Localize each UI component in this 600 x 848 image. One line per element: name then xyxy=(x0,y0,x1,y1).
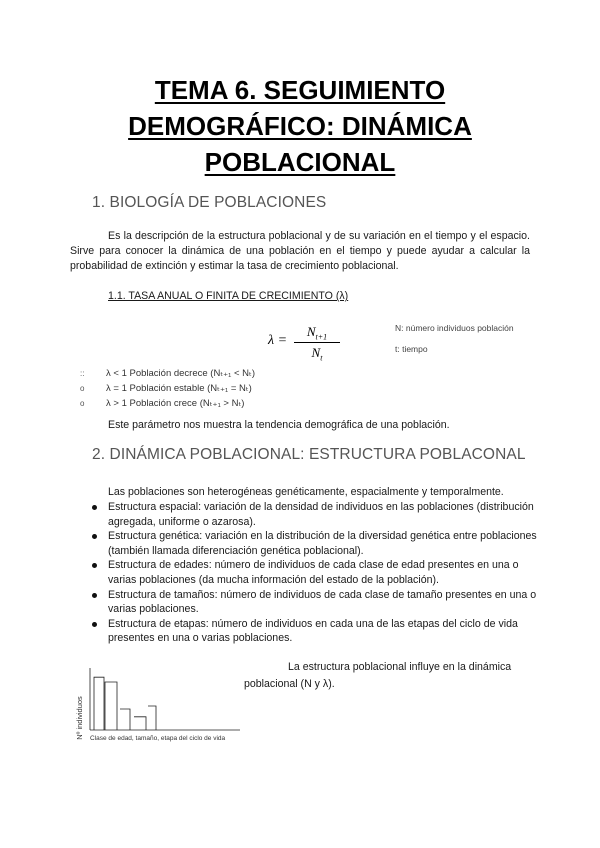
figure-xlabel: Clase de edad, tamaño, etapa del ciclo de vida xyxy=(90,735,226,742)
section-1-intro: Es la descripción de la estructura poblacional y de su variación en el tiempo y el espacio. Sirve para conocer la dinámica de una población en el tiempo y puede ayudar a calcular la probabilidad de extinción y estimar la tasa de crecimiento poblacional. xyxy=(70,230,530,272)
document-title xyxy=(60,72,540,180)
figure-ylabel: Nº individuos xyxy=(75,696,84,740)
section-2-intro: Las poblaciones son heterogéneas genéticamente, espacialmente y temporalmente. xyxy=(108,486,504,498)
bullet-dot xyxy=(92,593,97,598)
figure-bar xyxy=(94,677,104,730)
list-item: Estructura de edades: número de individuos de cada clase de edad presentes en una o varias poblaciones (da mucha información del estado de la población). xyxy=(92,558,538,587)
title-line-1: TEMA 6. SEGUIMIENTO xyxy=(154,75,446,105)
subsection-1-1-heading: 1.1. TASA ANUAL O FINITA DE CRECIMIENTO (λ) xyxy=(108,290,349,302)
formula-denominator: $N_t$ xyxy=(311,345,323,363)
bullet-marker: :: xyxy=(80,369,85,378)
bullet-dot xyxy=(92,563,97,568)
bullet-marker: o xyxy=(80,384,85,393)
formula-lhs: λ = xyxy=(268,333,288,348)
fraction-bar xyxy=(294,342,340,343)
list-item: o λ = 1 Población estable (Nₜ₊₁ = Nₜ) xyxy=(80,383,252,394)
bullet-marker: o xyxy=(80,399,85,408)
structure-types-list xyxy=(92,500,538,646)
list-item: Estructura espacial: variación de la densidad de individuos en las poblaciones (distribución agregada, uniforme o azarosa). xyxy=(92,500,538,529)
list-item: Estructura de tamaños: número de individuos de cada clase de tamaño presentes en una o varias poblaciones. xyxy=(92,588,538,617)
figure-bar xyxy=(120,709,130,730)
figure-bars xyxy=(94,677,156,730)
figure-svg xyxy=(68,660,248,746)
figure-bar xyxy=(134,717,146,730)
bullet-dot xyxy=(92,505,97,510)
list-item: o λ > 1 Población crece (Nₜ₊₁ > Nₜ) xyxy=(80,398,245,409)
list-item: :: λ < 1 Población decrece (Nₜ₊₁ < Nₜ) xyxy=(80,368,255,379)
population-structure-figure xyxy=(68,660,248,746)
section-1-heading: 1. BIOLOGÍA DE POBLACIONES xyxy=(92,194,327,211)
title-line-3: POBLACIONAL xyxy=(204,147,396,177)
list-item: Estructura de etapas: número de individuos en cada una de las etapas del ciclo de vida presentes en una o varias poblaciones. xyxy=(92,617,538,646)
figure-bar xyxy=(148,706,156,730)
section-2-heading: 2. DINÁMICA POBLACIONAL: ESTRUCTURA POBLACONAL xyxy=(92,446,526,463)
bullet-dot xyxy=(92,534,97,539)
lambda-cases-list xyxy=(80,366,255,411)
note-n-definition: N: número individuos población xyxy=(395,323,514,333)
formula-numerator: $N_{t+1}$ xyxy=(306,324,328,342)
title-line-2: DEMOGRÁFICO: DINÁMICA xyxy=(128,111,472,141)
parameter-explanation: Este parámetro nos muestra la tendencia demográfica de una población. xyxy=(108,419,450,431)
closing-statement: La estructura poblacional influye en la dinámica poblacional (N y λ). xyxy=(244,661,512,690)
note-t-definition: t: tiempo xyxy=(395,344,428,354)
formula-fraction xyxy=(294,324,340,363)
bullet-dot xyxy=(92,622,97,627)
list-item: Estructura genética: variación en la distribución de la diversidad genética entre poblaciones (también llamada diferenciación genética poblacional). xyxy=(92,529,538,558)
figure-bar xyxy=(105,682,117,730)
